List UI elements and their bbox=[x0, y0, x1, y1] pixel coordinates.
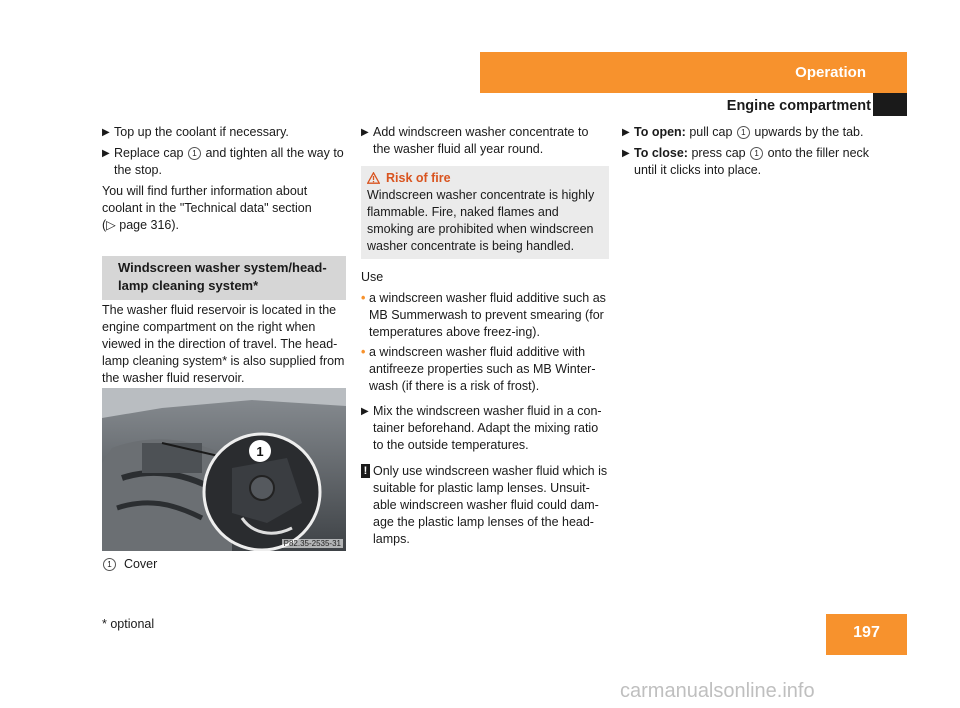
list-item bbox=[361, 290, 609, 341]
list-item-text: a windscreen washer fluid additive with antifreeze properties such as MB Winter-wash (if there is a risk of frost). bbox=[369, 345, 596, 393]
warning-triangle-icon bbox=[367, 172, 380, 184]
notice bbox=[361, 463, 609, 548]
list-item bbox=[361, 344, 609, 395]
footnote: * optional bbox=[102, 617, 155, 631]
info-text bbox=[102, 183, 348, 234]
header-marker bbox=[873, 93, 907, 116]
caption-text: Cover bbox=[123, 557, 158, 571]
step-text: press cap bbox=[691, 146, 746, 160]
step-label: To open: bbox=[634, 125, 686, 139]
step bbox=[102, 145, 348, 179]
step-text: Add windscreen washer concentrate to the washer fluid all year round. bbox=[373, 125, 589, 156]
section-heading bbox=[102, 256, 346, 300]
arrow-icon: ▶ bbox=[622, 148, 630, 159]
warning-text: Windscreen washer concentrate is highly flammable. Fire, naked flames and smoking are prohibited when windscreen washer concentrate is being handled. bbox=[367, 188, 595, 253]
section-body: The washer fluid reservoir is located in the engine compartment on the right when viewed in the direction of travel. The head-lamp cleaning system* is also supplied from the washer fluid reservoir. bbox=[102, 303, 345, 385]
column-1 bbox=[102, 124, 348, 238]
header-section: Operation bbox=[795, 64, 866, 81]
image-code: P82.35-2535-31 bbox=[283, 539, 341, 548]
notice-text: Only use windscreen washer fluid which is suitable for plastic lamp lenses. Unsuit-able windscreen washer fluid could dam-age the plastic lamp lenses of the head-lamps. bbox=[373, 464, 608, 546]
column-3 bbox=[622, 124, 882, 183]
engine-compartment-photo bbox=[102, 388, 346, 551]
arrow-icon: ▶ bbox=[361, 127, 369, 138]
watermark: carmanualsonline.info bbox=[620, 680, 815, 702]
step-open bbox=[622, 124, 882, 141]
step-text: upwards by the tab. bbox=[754, 125, 864, 139]
exclamation-icon: ! bbox=[361, 464, 370, 478]
callout-1-icon: 1 bbox=[103, 558, 116, 571]
page-reference-link[interactable]: (▷ page 316). bbox=[102, 218, 180, 232]
step-label: To close: bbox=[634, 146, 688, 160]
column-2 bbox=[361, 124, 609, 548]
use-label: Use bbox=[361, 270, 384, 284]
list-item-text: a windscreen washer fluid additive such as MB Summerwash to prevent smearing (for temperatures above freez-ing). bbox=[369, 291, 606, 339]
callout-1-icon: 1 bbox=[750, 147, 763, 160]
step-text: Mix the windscreen washer fluid in a con-tainer beforehand. Adapt the mixing ratio to the outside temperatures. bbox=[373, 404, 602, 452]
callout-1-icon: 1 bbox=[737, 126, 750, 139]
header-section-bar bbox=[480, 52, 907, 93]
warning-title bbox=[367, 170, 603, 187]
callout-1-icon: 1 bbox=[188, 147, 201, 160]
step-text: Replace cap bbox=[114, 146, 184, 160]
section-heading-line: lamp cleaning system* bbox=[118, 278, 259, 293]
step bbox=[102, 124, 348, 141]
step bbox=[361, 403, 609, 454]
page-number: 197 bbox=[826, 614, 907, 655]
arrow-icon: ▶ bbox=[361, 406, 369, 417]
section-heading-line: Windscreen washer system/head- bbox=[118, 260, 327, 275]
arrow-icon: ▶ bbox=[102, 127, 110, 138]
warning-title-text: Risk of fire bbox=[386, 171, 451, 185]
step-text: and tighten all the way to the stop. bbox=[114, 146, 344, 177]
figure-caption bbox=[102, 557, 157, 571]
engine-illustration bbox=[102, 388, 346, 551]
arrow-icon: ▶ bbox=[102, 148, 110, 159]
step-text: pull cap bbox=[689, 125, 733, 139]
step-text: Top up the coolant if necessary. bbox=[114, 125, 289, 139]
warning-box bbox=[361, 166, 609, 259]
arrow-icon: ▶ bbox=[622, 127, 630, 138]
svg-text:1: 1 bbox=[256, 444, 264, 459]
bullet-icon: • bbox=[361, 345, 366, 359]
step-text: onto the filler neck until it clicks into place. bbox=[634, 146, 870, 177]
info-body: You will find further information about coolant in the "Technical data" section bbox=[102, 184, 312, 215]
bullet-icon: • bbox=[361, 291, 366, 305]
step bbox=[361, 124, 609, 158]
step-close bbox=[622, 145, 882, 179]
page-title: Engine compartment bbox=[726, 98, 871, 114]
